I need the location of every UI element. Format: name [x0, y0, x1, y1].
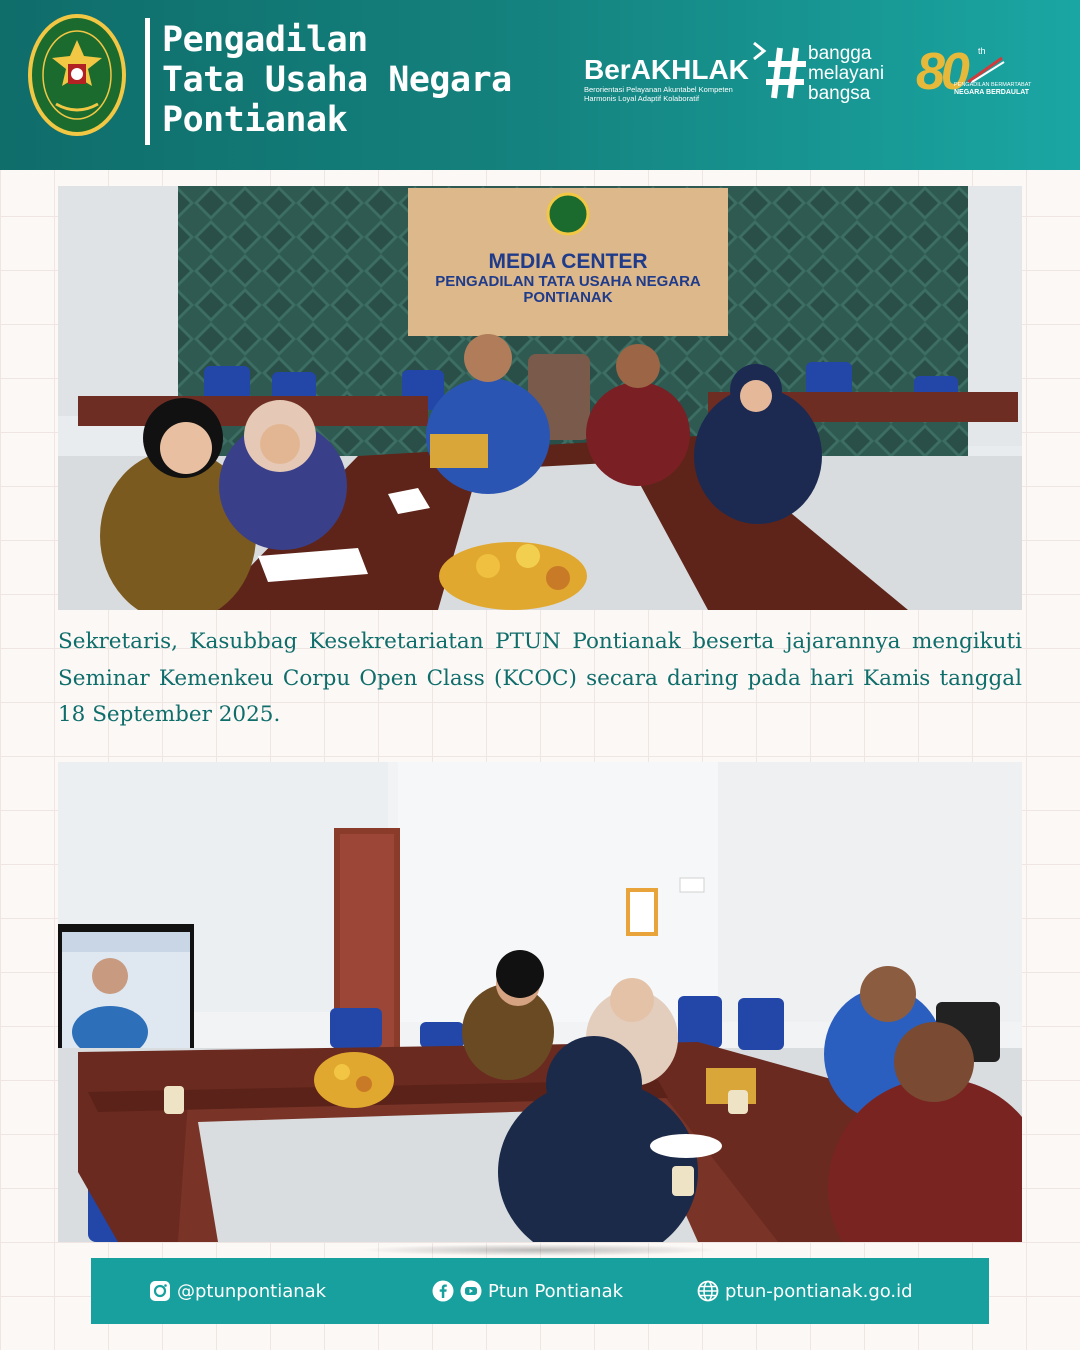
berakhlak-logo: [584, 55, 749, 103]
berakhlak-tagline: Berorientasi Pelayanan Akuntabel Kompeten: [584, 85, 733, 94]
instagram-link[interactable]: [149, 1258, 326, 1324]
flag-swoosh-icon: [966, 54, 1006, 84]
facebook-icon: [432, 1280, 454, 1302]
institution-name: [162, 20, 512, 140]
anniversary-suffix: th: [978, 46, 986, 56]
court-emblem-logo: [26, 12, 128, 138]
berakhlak-title: BerAKHLAK: [584, 54, 749, 85]
footer-social-bar: [91, 1258, 989, 1324]
sign-text-line: PONTIANAK: [523, 289, 613, 306]
sign-text-line: PENGADILAN TATA USAHA NEGARA: [435, 273, 701, 290]
instagram-handle: @ptunpontianak: [177, 1280, 327, 1302]
website-link[interactable]: [697, 1258, 913, 1324]
footer-shadow: [360, 1244, 720, 1256]
meeting-photo-media-center: [58, 186, 1022, 610]
anniversary-number: 80: [916, 43, 966, 101]
institution-name-line: Pontianak: [162, 100, 348, 140]
anniversary-80-logo: [916, 44, 1056, 104]
caption-text: Sekretaris, Kasubbag Kesekretariatan PTUN Pontianak beserta jajarannya mengikuti Seminar Kemenkeu Corpu Open Class (KCOC) secara daring pada hari Kamis tanggal 18 September 2025.: [58, 629, 1022, 727]
berakhlak-tagline: Harmonis Loyal Adaptif Kolaboratif: [584, 94, 700, 103]
hashtag-line: bangsa: [808, 83, 871, 104]
anniversary-motto: NEGARA BERDAULAT: [954, 89, 1030, 96]
header-banner: [0, 0, 1080, 170]
hashtag-icon: [766, 44, 808, 102]
institution-name-line: Pengadilan: [162, 20, 368, 60]
instagram-icon: [149, 1280, 171, 1302]
sign-text-line: MEDIA CENTER: [488, 250, 648, 273]
youtube-icon: [460, 1280, 482, 1302]
meeting-photo-video-conference: [58, 762, 1022, 1242]
bangga-melayani-bangsa: [808, 44, 884, 104]
hashtag-line: melayani: [808, 63, 885, 84]
website-url: ptun-pontianak.go.id: [725, 1280, 913, 1302]
hashtag-line: bangga: [808, 43, 872, 64]
institution-name-line: Tata Usaha Negara: [162, 60, 512, 100]
header-divider: [145, 18, 150, 145]
facebook-youtube-name: Ptun Pontianak: [488, 1280, 624, 1302]
anniversary-motto: PENGADILAN BERMARTABAT: [954, 82, 1032, 88]
facebook-youtube-link[interactable]: [432, 1258, 623, 1324]
globe-icon: [697, 1280, 719, 1302]
